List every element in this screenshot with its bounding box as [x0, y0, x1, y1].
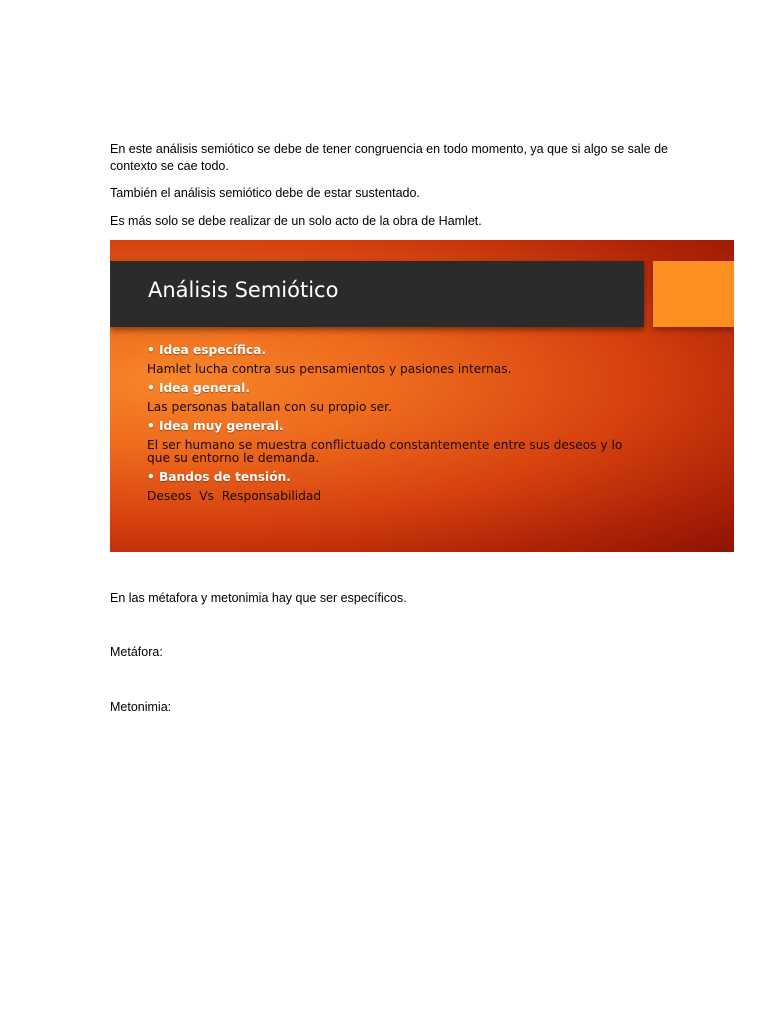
paragraph-hamlet-acto: Es más solo se debe realizar de un solo acto de la obra de Hamlet.	[110, 214, 482, 228]
label-metafora: Metáfora:	[110, 645, 163, 659]
paragraph-metafora-metonimia: En las métafora y metonimia hay que ser específicos.	[110, 591, 407, 605]
slide-bullet-idea-muy-general: • Idea muy general.	[147, 419, 284, 433]
slide-image	[110, 240, 734, 552]
bullet-icon: •	[147, 343, 155, 357]
slide-accent-block	[653, 261, 734, 327]
bullet-icon: •	[147, 381, 155, 395]
label-metonimia: Metonimia:	[110, 700, 172, 714]
slide-text-idea-especifica: Hamlet lucha contra sus pensamientos y pasiones internas.	[147, 362, 512, 376]
slide-text-idea-muy-general: El ser humano se muestra conflictuado constantemente entre sus deseos y lo que su entorno le demanda.	[147, 438, 623, 465]
slide-title-bar	[110, 261, 644, 327]
slide-body	[147, 344, 707, 509]
slide-bullet-bandos-tension: • Bandos de tensión.	[147, 470, 291, 484]
slide-title: Análisis Semiótico	[148, 278, 339, 302]
paragraph-sustentado: También el análisis semiótico debe de estar sustentado.	[110, 186, 420, 200]
bullet-icon: •	[147, 419, 155, 433]
slide-text-idea-general: Las personas batallan con su propio ser.	[147, 400, 392, 414]
slide-bullet-idea-especifica: • Idea específica.	[147, 343, 267, 357]
slide-text-bandos-tension: Deseos Vs Responsabilidad	[147, 489, 322, 503]
paragraph-congruencia: En este análisis semiótico se debe de tener congruencia en todo momento, ya que si algo se sale de contexto se cae todo.	[110, 142, 668, 173]
bullet-icon: •	[147, 470, 155, 484]
slide-bullet-idea-general: • Idea general.	[147, 381, 250, 395]
